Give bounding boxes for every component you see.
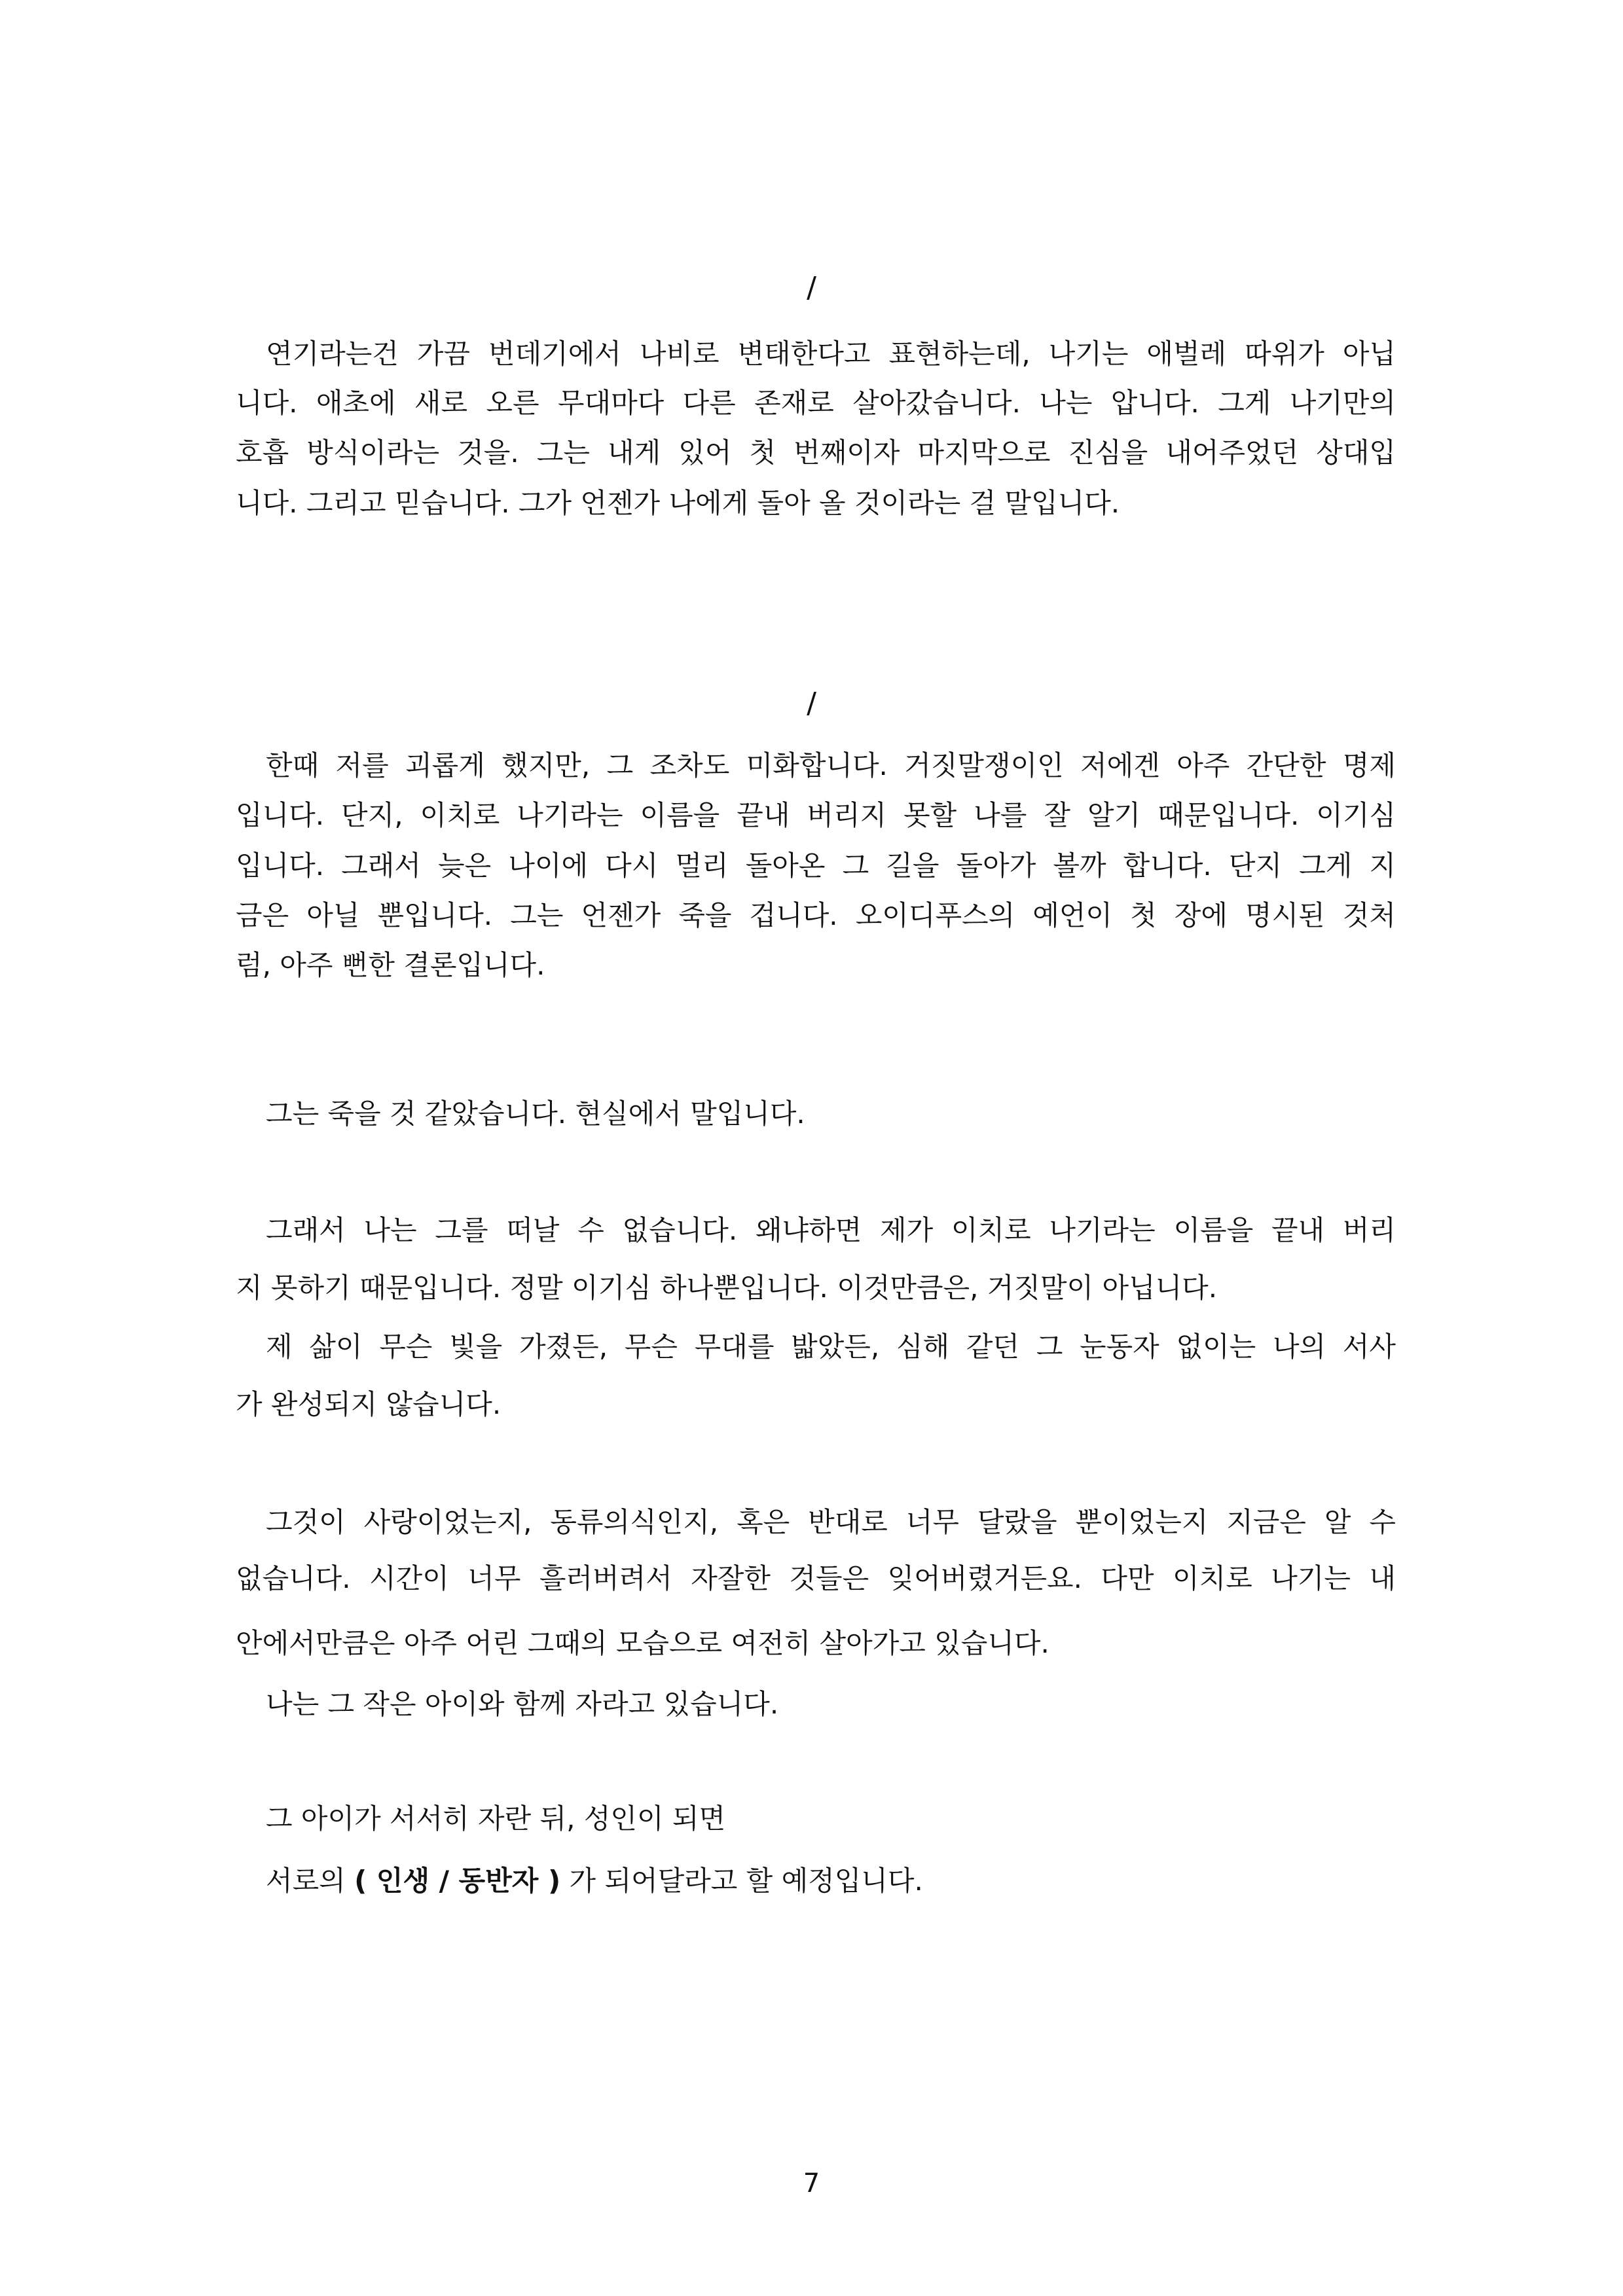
closing-bold-emphasis: ( 인생 / 동반자 ) xyxy=(354,1865,561,1897)
page-number: 7 xyxy=(803,2168,820,2198)
paragraph-line: 그 아이가 서서히 자란 뒤, 성인이 되면 xyxy=(266,1803,726,1835)
paragraph-line: 니다. 그리고 믿습니다. 그가 언젠가 나에게 돌아 올 것이라는 걸 말입니다. xyxy=(236,487,1120,519)
section-separator-2: / xyxy=(807,687,816,720)
paragraph-line: 럼, 아주 뻔한 결론입니다. xyxy=(236,949,545,981)
paragraph-line: 가 완성되지 않습니다. xyxy=(236,1388,501,1420)
paragraph-line: 제 삶이 무슨 빛을 가졌든, 무슨 무대를 밟았든, 심해 같던 그 눈동자 없이는 나의 서사 xyxy=(266,1331,1396,1363)
paragraph-line: 호흡 방식이라는 것을. 그는 내게 있어 첫 번째이자 마지막으로 진심을 내어주었던 상대입 xyxy=(236,437,1396,469)
paragraph-line: 나는 그 작은 아이와 함께 자라고 있습니다. xyxy=(266,1688,779,1720)
closing-line xyxy=(236,1856,1396,1906)
closing-suffix: 가 되어달라고 할 예정입니다. xyxy=(569,1865,923,1897)
paragraph-line: 한때 저를 괴롭게 했지만, 그 조차도 미화합니다. 거짓말쟁이인 저에겐 아주 간단한 명제 xyxy=(266,749,1396,781)
paragraph-line: 없습니다. 시간이 너무 흘러버려서 자잘한 것들은 잊어버렸거든요. 다만 이치로 나기는 내 xyxy=(236,1562,1396,1594)
paragraph-line: 금은 아닐 뿐입니다. 그는 언젠가 죽을 겁니다. 오이디푸스의 예언이 첫 장에 명시된 것처 xyxy=(236,899,1396,931)
paragraph-line: 그것이 사랑이었는지, 동류의식인지, 혹은 반대로 너무 달랐을 뿐이었는지 지금은 알 수 xyxy=(266,1506,1396,1538)
paragraph-line: 그래서 나는 그를 떠날 수 없습니다. 왜냐하면 제가 이치로 나기라는 이름을 끝내 버리 xyxy=(266,1214,1396,1246)
paragraph-line: 입니다. 그래서 늦은 나이에 다시 멀리 돌아온 그 길을 돌아가 볼까 합니다. 단지 그게 지 xyxy=(236,850,1396,882)
paragraph-line: 니다. 애초에 새로 오른 무대마다 다른 존재로 살아갔습니다. 나는 압니다. 그게 나기만의 xyxy=(236,387,1396,419)
section-separator-1: / xyxy=(807,271,816,304)
closing-prefix: 서로의 xyxy=(266,1865,346,1897)
paragraph-line: 안에서만큼은 아주 어린 그때의 모습으로 여전히 살아가고 있습니다. xyxy=(236,1627,1049,1659)
paragraph-line: 연기라는건 가끔 번데기에서 나비로 변태한다고 표현하는데, 나기는 애벌레 따위가 아닙 xyxy=(266,338,1396,370)
paragraph-line: 입니다. 단지, 이치로 나기라는 이름을 끝내 버리지 못할 나를 잘 알기 때문입니다. 이기심 xyxy=(236,799,1396,831)
paragraph-line: 지 못하기 때문입니다. 정말 이기심 하나뿐입니다. 이것만큼은, 거짓말이 아닙니다. xyxy=(236,1272,1218,1304)
paragraph-line: 그는 죽을 것 같았습니다. 현실에서 말입니다. xyxy=(266,1098,805,1130)
